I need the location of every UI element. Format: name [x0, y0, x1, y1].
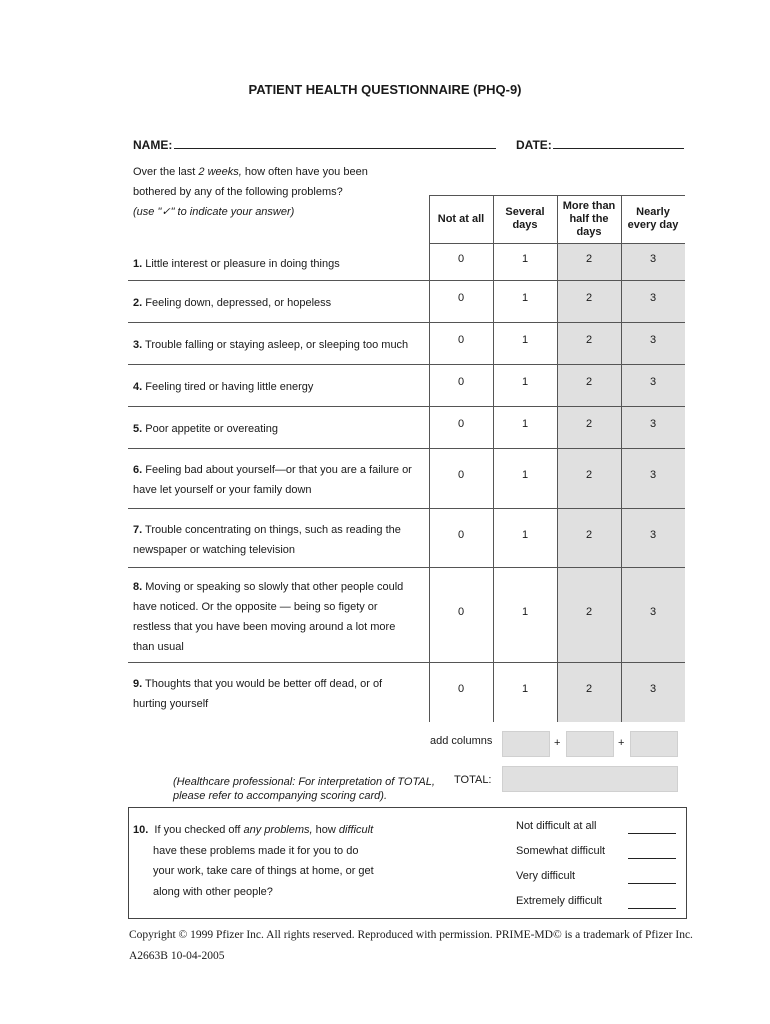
score-option[interactable]: 3	[649, 528, 657, 541]
column-divider	[429, 195, 430, 722]
question-2: 2. Feeling down, depressed, or hopeless	[133, 297, 332, 309]
row-divider	[128, 567, 685, 568]
score-option[interactable]: 3	[649, 334, 657, 346]
q10-blank-somewhat[interactable]	[628, 857, 676, 859]
row-divider	[128, 406, 685, 407]
score-option[interactable]: 1	[521, 469, 529, 481]
score-option[interactable]: 1	[521, 292, 529, 304]
score-option[interactable]: 1	[521, 334, 529, 346]
question-4: 4. Feeling tired or having little energy	[133, 381, 314, 393]
q10-option-very: Very difficult	[516, 870, 576, 882]
column-header: Several days	[505, 206, 545, 231]
score-option[interactable]: 1	[521, 605, 529, 618]
score-option[interactable]: 3	[649, 252, 657, 265]
plus-sign: +	[554, 737, 561, 749]
question-1: 1. Little interest or pleasure in doing things	[133, 257, 340, 270]
col3-sum-box[interactable]	[630, 731, 678, 757]
score-option[interactable]: 1	[521, 376, 529, 388]
score-option[interactable]: 1	[521, 528, 529, 541]
question-10-text: 10. If you checked off any problems, how difficult have these problems made it for you to do your work, take care of things at home, or get along with other people?	[133, 824, 374, 898]
row-divider	[128, 280, 685, 281]
score-option[interactable]: 0	[457, 528, 465, 541]
score-option[interactable]: 2	[585, 292, 593, 304]
row-divider	[128, 322, 685, 323]
q10-blank-very[interactable]	[628, 882, 676, 884]
q10-blank-extremely[interactable]	[628, 907, 676, 909]
question-9: 9. Thoughts that you would be better off dead, or of hurting yourself	[133, 678, 383, 710]
score-option[interactable]: 2	[585, 376, 593, 388]
score-option[interactable]: 2	[585, 528, 593, 541]
question-7: 7. Trouble concentrating on things, such as reading the newspaper or watching television	[133, 523, 401, 556]
row-divider	[128, 508, 685, 509]
total-box[interactable]	[502, 766, 678, 792]
q10-blank-not-difficult[interactable]	[628, 832, 676, 834]
score-option[interactable]: 0	[457, 605, 465, 618]
name-label: NAME:	[133, 138, 173, 152]
copyright: Copyright © 1999 Pfizer Inc. All rights reserved. Reproduced with permission. PRIME-MD© is a trademark of Pfizer Inc.	[129, 929, 693, 941]
question-3: 3. Trouble falling or staying asleep, or sleeping too much	[133, 339, 409, 351]
date-label: DATE:	[516, 138, 552, 152]
score-option[interactable]: 3	[649, 605, 657, 618]
column-divider	[557, 195, 558, 722]
score-option[interactable]: 1	[521, 683, 529, 695]
row-divider	[128, 662, 685, 663]
healthcare-note: (Healthcare professional: For interpretation of TOTAL, please refer to accompanying scoring card).	[173, 776, 435, 802]
score-option[interactable]: 1	[521, 418, 529, 430]
column-header: More than half the days	[562, 199, 616, 238]
score-option[interactable]: 2	[585, 334, 593, 346]
score-option[interactable]: 0	[457, 252, 465, 265]
score-option[interactable]: 1	[521, 252, 529, 265]
score-option[interactable]: 0	[457, 469, 465, 481]
q10-option-extremely: Extremely difficult	[516, 895, 602, 907]
plus-sign: +	[618, 737, 625, 749]
add-columns-label: add columns	[430, 735, 493, 747]
question-8: 8. Moving or speaking so slowly that other people could have noticed. Or the opposite — being so figety or restless that you have been moving around a lot more than usual	[133, 580, 404, 653]
question-6: 6. Feeling bad about yourself—or that you are a failure or have let yourself or your family down	[133, 464, 412, 496]
score-option[interactable]: 0	[457, 292, 465, 304]
score-option[interactable]: 3	[649, 683, 657, 695]
score-option[interactable]: 2	[585, 469, 593, 481]
score-option[interactable]: 2	[585, 252, 593, 265]
q10-option-somewhat: Somewhat difficult	[516, 845, 606, 857]
column-header: Nearly every day	[627, 206, 679, 231]
score-option[interactable]: 2	[585, 418, 593, 430]
score-option[interactable]: 0	[457, 376, 465, 388]
page-title: PATIENT HEALTH QUESTIONNAIRE (PHQ-9)	[248, 82, 522, 97]
form-code: A2663B 10-04-2005	[129, 950, 225, 962]
score-option[interactable]: 2	[585, 605, 593, 618]
column-divider	[621, 195, 622, 722]
score-option[interactable]: 3	[649, 418, 657, 430]
score-option[interactable]: 0	[457, 334, 465, 346]
name-field[interactable]	[174, 134, 496, 149]
instructions: Over the last 2 weeks, how often have you been bothered by any of the following problems? (use "✓" to indicate your answer)	[133, 166, 368, 218]
column-header: Not at all	[437, 212, 485, 225]
score-option[interactable]: 0	[457, 418, 465, 430]
score-option[interactable]: 2	[585, 683, 593, 695]
score-option[interactable]: 3	[649, 292, 657, 304]
date-field[interactable]	[553, 134, 684, 149]
score-option[interactable]: 3	[649, 469, 657, 481]
score-option[interactable]: 0	[457, 683, 465, 695]
total-label: TOTAL:	[454, 774, 492, 786]
score-option[interactable]: 3	[649, 376, 657, 388]
col2-sum-box[interactable]	[566, 731, 614, 757]
col1-sum-box[interactable]	[502, 731, 550, 757]
column-divider	[493, 195, 494, 722]
question-5: 5. Poor appetite or overeating	[133, 423, 278, 435]
row-divider	[128, 364, 685, 365]
row-divider	[128, 448, 685, 449]
q10-option-not-difficult: Not difficult at all	[516, 820, 597, 832]
